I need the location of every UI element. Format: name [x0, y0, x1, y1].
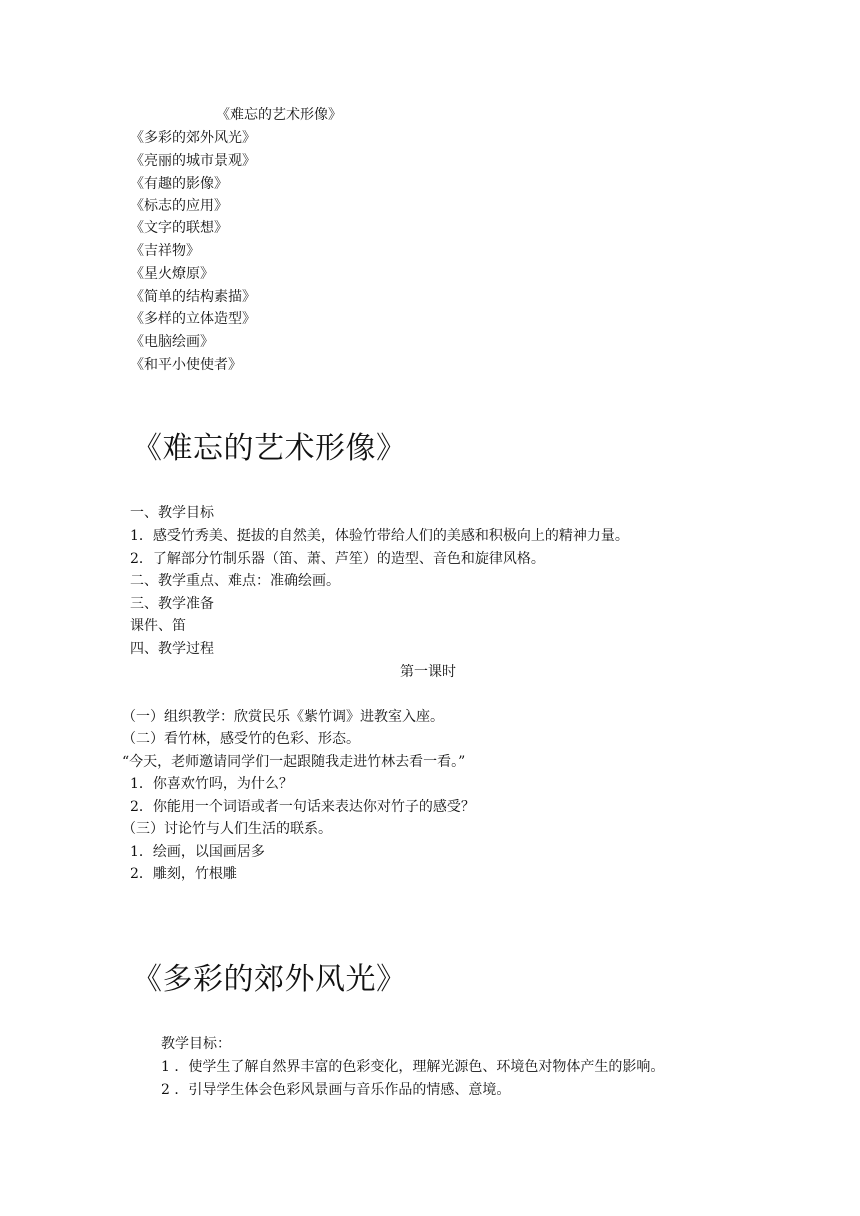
process-line: 1．你喜欢竹吗，为什么？	[130, 776, 293, 792]
section-line: 课件、笛	[130, 618, 186, 634]
toc-item: 《多彩的郊外风光》	[130, 130, 256, 146]
toc-item: 《多样的立体造型》	[130, 311, 256, 327]
toc-item: 《吉祥物》	[130, 243, 200, 259]
process-line: （二）看竹林，感受竹的色彩、形态。	[122, 731, 360, 747]
process-line: 1．绘画，以国画居多	[130, 844, 265, 860]
toc-title: 《难忘的艺术形像》	[216, 107, 342, 123]
toc-item: 《亮丽的城市景观》	[130, 153, 256, 169]
section-line: 2 ．引导学生体会色彩风景画与音乐作品的情感、意境。	[161, 1082, 511, 1098]
section-line: 2．了解部分竹制乐器（笛、萧、芦笙）的造型、音色和旋律风格。	[130, 551, 545, 567]
toc-item: 《简单的结构素描》	[130, 289, 256, 305]
section-line: 1 ．使学生了解自然界丰富的色彩变化，理解光源色、环境色对物体产生的影响。	[161, 1059, 665, 1075]
section-heading: 《难忘的艺术形像》	[132, 431, 407, 466]
toc-item: 《标志的应用》	[130, 198, 228, 214]
period-label: 第一课时	[400, 664, 456, 680]
toc-item: 《文字的联想》	[130, 220, 228, 236]
section-heading: 《多彩的郊外风光》	[132, 962, 407, 997]
process-line: （一）组织教学：欣赏民乐《紫竹调》进教室入座。	[122, 709, 444, 725]
process-line: 2．你能用一个词语或者一句话来表达你对竹子的感受？	[130, 799, 475, 815]
toc-item: 《和平小使使者》	[130, 357, 242, 373]
toc-item: 《有趣的影像》	[130, 176, 228, 192]
process-line: “今天，老师邀请同学们一起跟随我走进竹林去看一看。”	[122, 754, 466, 770]
toc-item: 《电脑绘画》	[130, 334, 214, 350]
section-line: 四、教学过程	[130, 641, 214, 657]
section-line: 1．感受竹秀美、挺拔的自然美，体验竹带给人们的美感和积极向上的精神力量。	[130, 528, 629, 544]
toc-item: 《星火燎原》	[130, 266, 214, 282]
section-line: 三、教学准备	[130, 596, 214, 612]
process-line: （三）讨论竹与人们生活的联系。	[122, 821, 332, 837]
process-line: 2．雕刻，竹根雕	[130, 866, 237, 882]
section-line: 教学目标：	[161, 1036, 231, 1052]
section-line: 二、教学重点、难点：准确绘画。	[130, 573, 340, 589]
section-line: 一、教学目标	[130, 505, 214, 521]
